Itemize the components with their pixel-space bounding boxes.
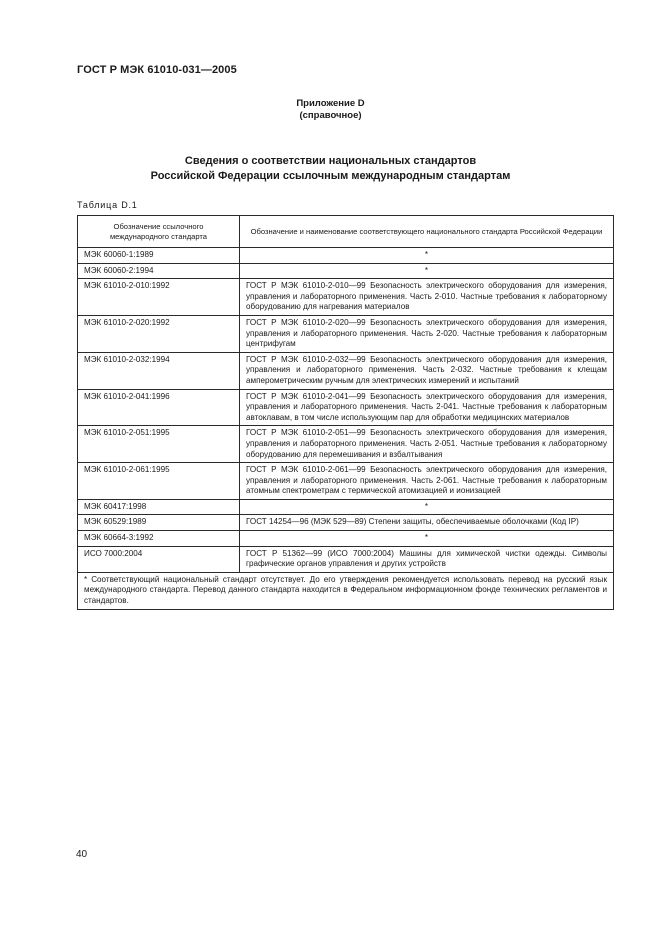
international-standard-cell: МЭК 60060-1:1989 [78, 248, 240, 264]
international-standard-cell: МЭК 61010-2-010:1992 [78, 279, 240, 316]
table-row [78, 515, 614, 531]
international-standard-cell: МЭК 61010-2-020:1992 [78, 315, 240, 352]
header-national-standard: Обозначение и наименование соответствующего национального стандарта Российской Федерации [240, 216, 614, 248]
table-row [78, 389, 614, 426]
table-footnote-row [78, 572, 614, 609]
table-row [78, 315, 614, 352]
international-standard-cell: ИСО 7000:2004 [78, 546, 240, 572]
national-standard-cell: * [240, 531, 614, 547]
national-standard-cell: ГОСТ Р 51362—99 (ИСО 7000:2004) Машины для химической чистки одежды. Символы графические органов управления и других устройств [240, 546, 614, 572]
table-row [78, 352, 614, 389]
appendix-kind: (справочное) [299, 110, 362, 121]
section-title [0, 154, 661, 184]
international-standard-cell: МЭК 61010-2-041:1996 [78, 389, 240, 426]
page-number: 40 [76, 849, 88, 860]
international-standard-cell: МЭК 60417:1998 [78, 499, 240, 515]
table-row [78, 499, 614, 515]
table-caption: Таблица D.1 [77, 200, 138, 210]
table-row [78, 426, 614, 463]
table-row [78, 463, 614, 500]
international-standard-cell: МЭК 61010-2-032:1994 [78, 352, 240, 389]
appendix-label: Приложение D [296, 98, 365, 109]
header-international-standard: Обозначение ссылочного международного стандарта [78, 216, 240, 248]
appendix-heading [0, 98, 661, 122]
table-body [78, 248, 614, 573]
international-standard-cell: МЭК 61010-2-061:1995 [78, 463, 240, 500]
national-standard-cell: ГОСТ Р МЭК 61010-2-010—99 Безопасность электрического оборудования для измерения, управления и лабораторного применения. Часть 2-010. Частные требования к лабораторному оборудованию для нагревания материалов [240, 279, 614, 316]
table-row [78, 248, 614, 264]
section-title-line-1: Сведения о соответствии национальных стандартов [184, 155, 477, 167]
standards-table [77, 215, 614, 610]
national-standard-cell: ГОСТ 14254—96 (МЭК 529—89) Степени защиты, обеспечиваемые оболочками (Код IP) [240, 515, 614, 531]
document-code: ГОСТ Р МЭК 61010-031—2005 [77, 64, 237, 76]
national-standard-cell: * [240, 263, 614, 279]
table-row [78, 279, 614, 316]
section-title-line-2: Российской Федерации ссылочным международным стандартам [150, 170, 511, 182]
national-standard-cell: ГОСТ Р МЭК 61010-2-061—99 Безопасность электрического оборудования для измерения, управления и лабораторного применения. Часть 2-061. Частные требования к лабораторным атомным спектрометрам с термической атомизацией и ионизацией [240, 463, 614, 500]
national-standard-cell: ГОСТ Р МЭК 61010-2-032—99 Безопасность электрического оборудования для измерения, управления и лабораторного применения. Часть 2-032. Частные требования к клещам амперометрическим ручным для электрических измерений и испытаний [240, 352, 614, 389]
table-row [78, 263, 614, 279]
international-standard-cell: МЭК 61010-2-051:1995 [78, 426, 240, 463]
table-row [78, 531, 614, 547]
table-row [78, 546, 614, 572]
national-standard-cell: * [240, 499, 614, 515]
international-standard-cell: МЭК 60664-3:1992 [78, 531, 240, 547]
international-standard-cell: МЭК 60529:1989 [78, 515, 240, 531]
national-standard-cell: ГОСТ Р МЭК 61010-2-020—99 Безопасность электрического оборудования для измерения, управления и лабораторного применения. Часть 2-020. Частные требования к лабораторным центрифугам [240, 315, 614, 352]
national-standard-cell: ГОСТ Р МЭК 61010-2-051—99 Безопасность электрического оборудования для измерения, управления и лабораторного применения. Часть 2-051. Частные требования к лабораторному оборудованию для перемешивания и взбалтывания [240, 426, 614, 463]
national-standard-cell: ГОСТ Р МЭК 61010-2-041—99 Безопасность электрического оборудования для измерения, управления и лабораторного применения. Часть 2-041. Частные требования к лабораторным автоклавам, в том числе использующим пар для обработки медицинских материалов [240, 389, 614, 426]
table-header-row [78, 216, 614, 248]
international-standard-cell: МЭК 60060-2:1994 [78, 263, 240, 279]
national-standard-cell: * [240, 248, 614, 264]
table-footnote: * Соответствующий национальный стандарт отсутствует. До его утверждения рекомендуется использовать перевод на русский язык международного стандарта. Перевод данного стандарта находится в Федеральном информационном фонде технических регламентов и стандартов. [78, 572, 614, 609]
